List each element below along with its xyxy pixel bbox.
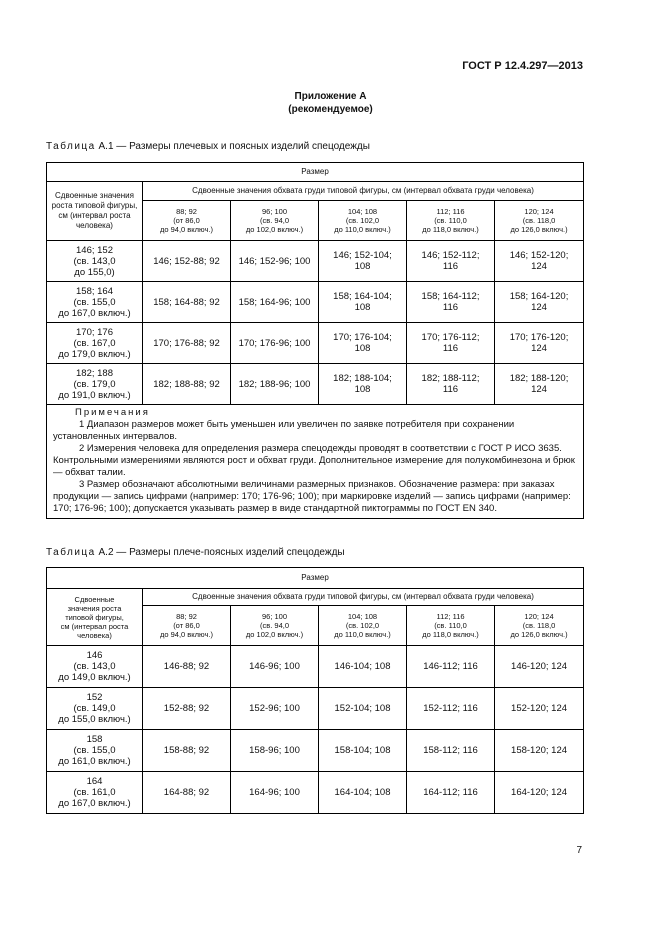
size-cell (319, 282, 407, 323)
chest-range-line: 104; 108 (347, 612, 378, 621)
chest-range-line: (св. 94,0 (260, 216, 289, 225)
size-cell (143, 364, 231, 405)
size-cell-line: 182; 188-112; (421, 373, 480, 384)
size-cell: 158-120; 124 (495, 730, 584, 772)
chest-range-header (495, 201, 584, 241)
chest-range-line: до 126,0 включ.) (510, 225, 568, 234)
height-range-cell (47, 730, 143, 772)
size-cell (319, 241, 407, 282)
size-cell (407, 241, 495, 282)
size-cell: 146-112; 116 (407, 646, 495, 688)
appendix-title: Приложение А (294, 91, 367, 102)
chest-header: Сдвоенные значения обхвата груди типовой фигуры, см (интервал обхвата груди человека) (143, 589, 584, 606)
table-a2 (46, 567, 584, 814)
chest-range-line: 96; 100 (261, 612, 288, 621)
table-row (47, 323, 584, 364)
size-cell-line: 158; 164-120; (509, 291, 569, 302)
chest-range-line: до 118,0 включ.) (422, 225, 479, 234)
size-cell-line: 116 (442, 302, 459, 313)
size-cell-line: 116 (442, 343, 459, 354)
size-cell-line: 158; 164-88; 92 (153, 296, 220, 308)
chest-range-line: (от 86,0 (173, 216, 200, 225)
height-range-cell (47, 688, 143, 730)
size-cell-line: 182; 188-104; (333, 373, 392, 384)
height-column-header (47, 589, 143, 646)
size-cell-line: 146; 152-96; 100 (238, 255, 311, 267)
page-number: 7 (576, 845, 582, 856)
height-range-line: (св. 143,0 (73, 255, 116, 267)
table-a1 (46, 162, 584, 519)
size-cell-line: 158; 164-104; (333, 291, 392, 302)
note-3: 3 Размер обозначают абсолютными величинами размерных признаков. Обозначение размера: при заказах продукции — запись цифрами (например: 170; 176-96; 100); при маркировке изделий — запись цифрами (например: 170; 176-96; 100); допускается указывать размер в виде стандартной пиктограммы по ГОСТ EN 340. (53, 479, 571, 514)
height-range-line: до 155,0) (74, 266, 115, 278)
chest-range-header (407, 201, 495, 241)
chest-range-line: до 110,0 включ.) (334, 630, 391, 639)
chest-range-line: 112; 116 (436, 612, 465, 621)
table-row (47, 364, 584, 405)
chest-range-line: 96; 100 (261, 207, 288, 216)
chest-range-line: до 102,0 включ.) (245, 225, 304, 234)
size-cell (407, 364, 495, 405)
size-cell-line: 146; 152-112; (421, 250, 480, 261)
chest-range-line: до 94,0 включ.) (160, 225, 213, 234)
height-column-header-line: Сдвоенные (74, 594, 115, 604)
size-cell (231, 364, 319, 405)
size-cell: 164-120; 124 (495, 772, 584, 814)
height-range-line: до 167,0 включ.) (58, 798, 131, 809)
size-cell: 152-104; 108 (319, 688, 407, 730)
chest-range-line: (св. 110,0 (434, 621, 467, 630)
size-cell-line: 170; 176-112; (421, 332, 480, 343)
height-range-line: (св. 143,0 (73, 661, 116, 672)
size-cell: 146-96; 100 (231, 646, 319, 688)
height-range-line: 158 (86, 734, 103, 745)
size-cell (495, 364, 584, 405)
chest-range-line: 88; 92 (176, 612, 197, 621)
size-cell: 164-88; 92 (143, 772, 231, 814)
size-cell: 146-104; 108 (319, 646, 407, 688)
size-cell: 158-88; 92 (143, 730, 231, 772)
height-range-line: до 155,0 включ.) (58, 714, 131, 725)
table-row (47, 688, 584, 730)
height-range-line: до 167,0 включ.) (58, 307, 131, 319)
size-cell (143, 241, 231, 282)
size-cell: 164-112; 116 (407, 772, 495, 814)
size-cell (495, 323, 584, 364)
size-cell-line: 170; 176-88; 92 (153, 337, 220, 349)
document-standard-number: ГОСТ Р 12.4.297—2013 (462, 60, 583, 72)
height-range-line: 182; 188 (76, 367, 113, 379)
size-cell-line: 182; 188-96; 100 (238, 378, 311, 390)
notes-cell (47, 405, 584, 519)
size-cell-line: 108 (354, 302, 371, 313)
size-cell-line: 146; 152-104; (333, 250, 392, 261)
size-cell-line: 124 (531, 302, 547, 313)
appendix-heading (0, 90, 661, 116)
height-range-line: 170; 176 (76, 326, 113, 338)
chest-range-line: (св. 110,0 (434, 216, 467, 225)
size-cell-line: 146; 152-120; (509, 250, 569, 261)
chest-range-header (143, 606, 231, 646)
height-range-line: 146 (86, 650, 103, 661)
size-cell (231, 282, 319, 323)
size-cell-line: 182; 188-88; 92 (153, 378, 220, 390)
table-row (47, 730, 584, 772)
size-cell-line: 124 (531, 384, 547, 395)
height-range-line: до 149,0 включ.) (58, 672, 131, 683)
height-column-header-line: см (интервал роста (60, 621, 129, 631)
size-cell-line: 116 (442, 384, 459, 395)
chest-range-header (407, 606, 495, 646)
chest-range-line: (св. 94,0 (260, 621, 289, 630)
size-cell-line: 124 (531, 261, 547, 272)
chest-range-header (495, 606, 584, 646)
size-cell-line: 158; 164-112; (421, 291, 480, 302)
size-cell: 152-88; 92 (143, 688, 231, 730)
height-range-cell (47, 772, 143, 814)
size-header: Размер (47, 568, 584, 589)
height-range-cell (47, 364, 143, 405)
height-range-line: 146; 152 (76, 244, 113, 256)
size-cell: 158-104; 108 (319, 730, 407, 772)
height-range-cell (47, 241, 143, 282)
size-cell (143, 282, 231, 323)
chest-range-line: 120; 124 (524, 207, 554, 216)
chest-range-line: 104; 108 (347, 207, 378, 216)
table-row (47, 282, 584, 323)
chest-range-header (231, 606, 319, 646)
table-row (47, 646, 584, 688)
chest-range-line: 112; 116 (436, 207, 465, 216)
height-range-line: (св. 149,0 (73, 703, 116, 714)
chest-range-header (231, 201, 319, 241)
chest-range-line: до 110,0 включ.) (334, 225, 391, 234)
chest-range-line: до 94,0 включ.) (160, 630, 213, 639)
size-cell: 158-96; 100 (231, 730, 319, 772)
chest-range-line: до 102,0 включ.) (245, 630, 304, 639)
height-column-header-line: типовой фигуры, (65, 612, 124, 622)
size-cell: 152-112; 116 (407, 688, 495, 730)
size-cell (319, 323, 407, 364)
size-cell-line: 170; 176-104; (333, 332, 392, 343)
height-range-cell (47, 323, 143, 364)
height-range-line: 152 (86, 692, 103, 703)
chest-range-line: (св. 118,0 (522, 216, 556, 225)
height-range-cell (47, 646, 143, 688)
table2-caption: Таблица А.2 — Размеры плече-поясных изделий спецодежды (46, 547, 345, 558)
height-range-line: 164 (86, 776, 103, 787)
chest-range-line: (св. 102,0 (345, 216, 380, 225)
height-range-line: (св. 155,0 (73, 296, 116, 308)
chest-range-line: до 118,0 включ.) (422, 630, 479, 639)
chest-range-line: до 126,0 включ.) (510, 630, 568, 639)
chest-range-header (319, 201, 407, 241)
chest-range-header (143, 201, 231, 241)
height-range-cell (47, 282, 143, 323)
size-header: Размер (47, 163, 584, 182)
table-row (47, 772, 584, 814)
size-cell (495, 282, 584, 323)
height-range-line: (св. 167,0 (73, 337, 116, 349)
size-cell-line: 108 (354, 384, 371, 395)
size-cell (495, 241, 584, 282)
table1-caption: Таблица А.1 — Размеры плечевых и поясных изделий спецодежды (46, 141, 370, 152)
size-cell-line: 182; 188-120; (509, 373, 569, 384)
height-range-line: до 161,0 включ.) (58, 756, 131, 767)
chest-header: Сдвоенные значения обхвата груди типовой фигуры, см (интервал обхвата груди человека) (143, 182, 584, 201)
size-cell (407, 323, 495, 364)
height-range-line: (св. 179,0 (73, 378, 116, 390)
height-column-header-line: значения роста (67, 603, 122, 613)
size-cell: 164-104; 108 (319, 772, 407, 814)
size-cell (407, 282, 495, 323)
size-cell: 164-96; 100 (231, 772, 319, 814)
chest-range-line: 120; 124 (524, 612, 554, 621)
height-range-line: до 179,0 включ.) (58, 348, 131, 360)
size-cell: 146-88; 92 (143, 646, 231, 688)
size-cell-line: 170; 176-96; 100 (238, 337, 311, 349)
height-column-header: Сдвоенные значения роста типовой фигуры, см (интервал роста человека) (47, 182, 143, 241)
size-cell: 152-120; 124 (495, 688, 584, 730)
height-range-line: (св. 155,0 (73, 745, 116, 756)
note-1: 1 Диапазон размеров может быть уменьшен или увеличен по заявке потребителя при сохранении установленных интервалов. (53, 419, 515, 442)
notes-title: Примечания (75, 407, 150, 418)
size-cell-line: 170; 176-120; (509, 332, 569, 343)
table-row (47, 241, 584, 282)
chest-range-line: (св. 102,0 (345, 621, 380, 630)
size-cell-line: 124 (531, 343, 547, 354)
size-cell: 152-96; 100 (231, 688, 319, 730)
note-2: 2 Измерения человека для определения размера спецодежды проводят в соответствии с ГОСТ Р ИСО 3635. Контрольными измерениями являются рост и обхват груди. Дополнительное измерение для полукомбинезона и брюк — обхват талии. (53, 443, 575, 478)
size-cell-line: 158; 164-96; 100 (238, 296, 311, 308)
height-range-line: до 191,0 включ.) (58, 389, 131, 401)
size-cell (319, 364, 407, 405)
height-column-header-line: человека) (77, 630, 112, 640)
chest-range-line: (от 86,0 (173, 621, 200, 630)
size-cell: 146-120; 124 (495, 646, 584, 688)
size-cell (231, 241, 319, 282)
size-cell-line: 108 (354, 343, 371, 354)
size-cell-line: 116 (442, 261, 459, 272)
chest-range-line: 88; 92 (176, 207, 197, 216)
size-cell-line: 146; 152-88; 92 (153, 255, 220, 267)
chest-range-line: (св. 118,0 (522, 621, 556, 630)
size-cell (231, 323, 319, 364)
chest-range-header (319, 606, 407, 646)
size-cell (143, 323, 231, 364)
height-range-line: 158; 164 (76, 285, 113, 297)
height-range-line: (св. 161,0 (73, 787, 116, 798)
size-cell: 158-112; 116 (407, 730, 495, 772)
appendix-subtitle: (рекомендуемое) (288, 104, 373, 115)
size-cell-line: 108 (354, 261, 371, 272)
